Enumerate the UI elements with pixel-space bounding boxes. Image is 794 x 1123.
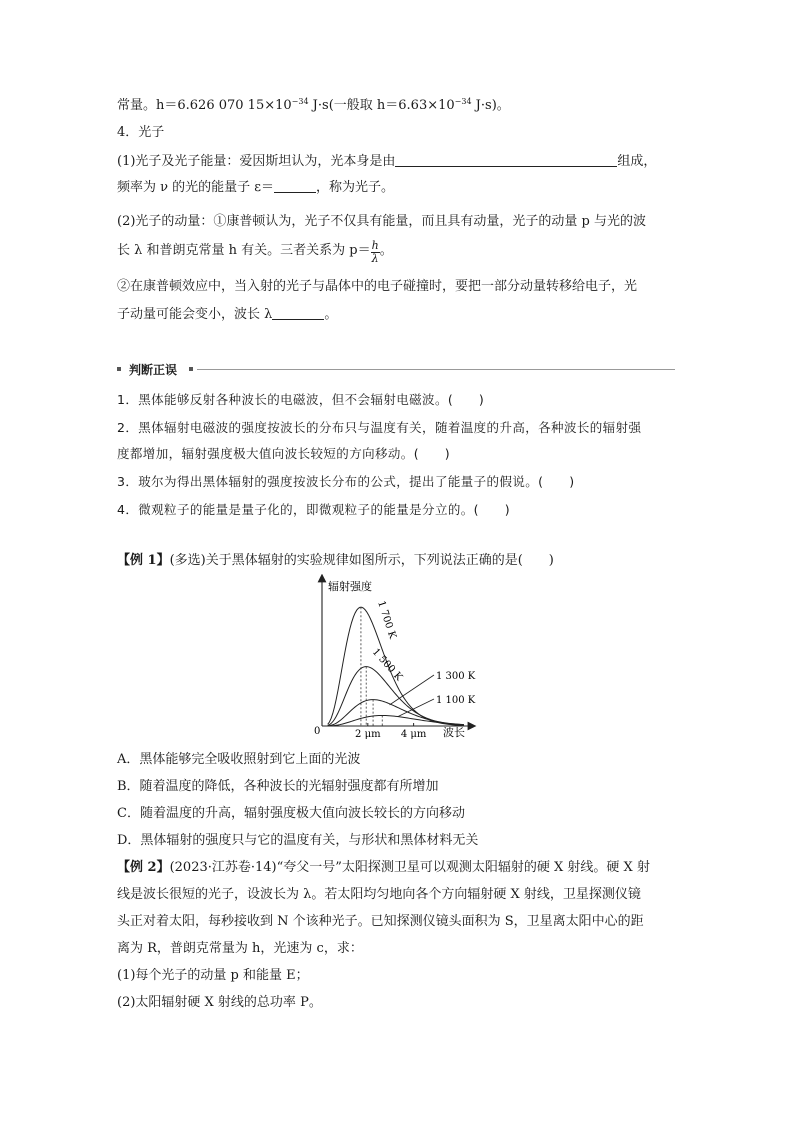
y-axis-label: 辐射强度	[328, 580, 372, 593]
section-heading-photon: 4．光子	[117, 125, 165, 140]
example1-label: 【例 1】	[117, 553, 170, 568]
judge-item-2-line2: 度都增加，辐射强度极大值向波长较短的方向移动。( )	[117, 446, 451, 461]
judge-section-title: 判断正误	[129, 363, 178, 377]
example2-text-1: (2023·江苏卷·14)“夸父一号”太阳探测卫星可以观测太阳辐射的硬 X 射线。硬 X 射	[169, 860, 650, 875]
photon-energy-text-end: 组成，	[617, 154, 657, 169]
fraction-numerator: h	[371, 239, 379, 252]
curve-3	[328, 715, 464, 726]
fill-blank-3[interactable]	[272, 305, 324, 320]
energy-formula-end: ，称为光子。	[316, 180, 395, 195]
example2-line4: 离为 R，普朗克常量为 h，光速为 c，求：	[117, 941, 363, 956]
x-tick-label-1: 4 μm	[400, 729, 427, 740]
photon-momentum-line1: (2)光子的动量：①康普顿认为，光子不仅具有能量，而且具有动量，光子的动量 p 与光的波	[117, 214, 647, 229]
example1-option-c[interactable]: C．随着温度的升高，辐射强度极大值向波长较长的方向移动	[117, 806, 465, 821]
series-label-1: 1 500 K	[369, 646, 405, 684]
photon-energy-line2	[117, 178, 394, 197]
example2-question-2: (2)太阳辐射硬 X 射线的总功率 P。	[117, 995, 322, 1010]
example1-question: (多选)关于黑体辐射的实验规律如图所示，下列说法正确的是( )	[169, 553, 554, 568]
series-label-3: 1 100 K	[436, 695, 476, 706]
photon-energy-text: (1)光子及光子能量：爱因斯坦认为，光本身是由	[117, 154, 396, 169]
constant-text-a: 常量。h＝6.626 070 15×10	[117, 98, 292, 113]
judge-item-2-line1: 2．黑体辐射电磁波的强度按波长的分布只与温度有关，随着温度的升高，各种波长的辐射强	[117, 420, 642, 435]
fill-blank-1[interactable]	[395, 152, 617, 167]
example1-option-d[interactable]: D．黑体辐射的强度只与它的温度有关，与形状和黑体材料无关	[117, 833, 479, 848]
bullet-square-icon	[117, 367, 121, 371]
constant-text-c: J·s)。	[471, 98, 510, 113]
energy-formula-text: 频率为 ν 的光的能量子 ε＝	[117, 180, 275, 195]
section-divider	[197, 369, 675, 370]
fill-blank-2[interactable]	[274, 178, 316, 193]
momentum-relation-text: 长 λ 和普朗克常量 h 有关。三者关系为 p＝	[117, 243, 371, 258]
series-label-0: 1 700 K	[375, 599, 398, 641]
compton-line1: ②在康普顿效应中，当入射的光子与晶体中的电子碰撞时，要把一部分动量转移给电子，光	[117, 279, 638, 294]
example2-question-1: (1)每个光子的动量 p 和能量 E；	[117, 968, 309, 983]
example2-line3: 头正对着太阳，每秒接收到 N 个该种光子。已知探测仪镜头面积为 S，卫星离太阳中心的距	[117, 914, 644, 929]
constant-text-b: J·s(一般取 h＝6.63×10	[308, 98, 455, 113]
series-label-2: 1 300 K	[436, 671, 476, 682]
photon-energy-line1	[117, 152, 656, 171]
example1-option-b[interactable]: B．随着温度的降低，各种波长的光辐射强度都有所增加	[117, 779, 439, 794]
x-tick-label-0: 2 μm	[355, 729, 381, 740]
judge-item-1: 1．黑体能够反射各种波长的电磁波，但不会辐射电磁波。( )	[117, 392, 485, 407]
example2-label: 【例 2】	[117, 860, 170, 875]
example1-stem	[117, 552, 554, 570]
curves	[328, 600, 476, 726]
judge-item-3: 3．玻尔为得出黑体辐射的强度按波长分布的公式，提出了能量子的假说。( )	[117, 474, 575, 489]
momentum-fraction	[371, 240, 380, 265]
photon-momentum-line2	[117, 240, 393, 265]
bullet-square-icon	[189, 367, 193, 371]
blackbody-chart	[312, 574, 488, 740]
example1-option-a[interactable]: A．黑体能够完全吸收照射到它上面的光波	[117, 752, 361, 767]
example2-line1	[117, 859, 650, 877]
planck-constant-line	[117, 97, 510, 115]
example2-line2: 线是波长很短的光子，设波长为 λ。若太阳均匀地向各个方向辐射硬 X 射线，卫星探测仪镜	[117, 887, 641, 902]
judge-section-header	[117, 362, 677, 376]
compton-text: 子动量可能会变小，波长 λ	[117, 307, 273, 322]
compton-text-end: 。	[324, 307, 338, 322]
constant-exponent-b: −34	[454, 97, 472, 106]
judge-item-4: 4．微观粒子的能量是量子化的，即微观粒子的能量是分立的。( )	[117, 502, 511, 517]
momentum-relation-end: 。	[379, 243, 393, 258]
x-axis-label: 波长	[443, 726, 465, 739]
origin-label: 0	[314, 726, 321, 737]
fraction-denominator: λ	[371, 252, 379, 265]
constant-exponent-a: −34	[291, 97, 309, 106]
compton-line2	[117, 305, 337, 324]
